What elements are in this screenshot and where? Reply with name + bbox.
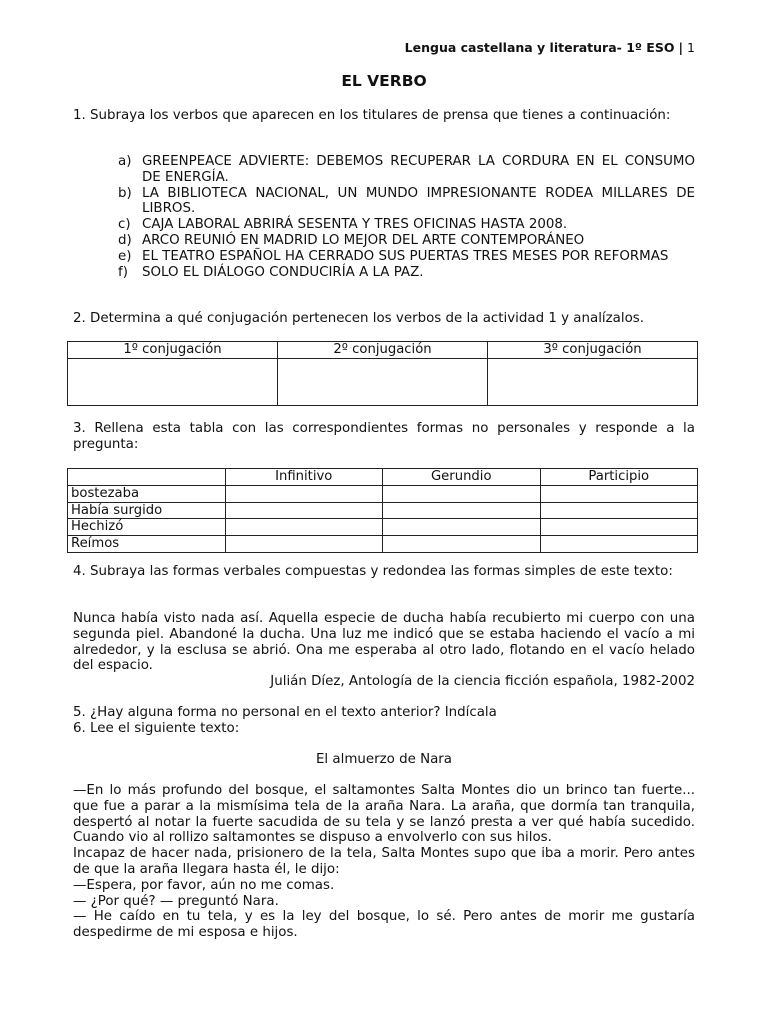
list-marker: d) <box>118 232 132 248</box>
verb-cell: Había surgido <box>68 502 226 519</box>
answer-cell[interactable] <box>278 358 488 405</box>
answer-cell[interactable] <box>225 502 383 519</box>
answer-cell[interactable] <box>225 536 383 553</box>
answer-cell[interactable] <box>540 485 698 502</box>
list-item <box>73 186 695 218</box>
header-page-number: 1 <box>687 40 695 55</box>
q1-headline-list <box>73 154 695 280</box>
story-paragraph: — ¿Por qué? — preguntó Nara. <box>73 893 279 909</box>
header-separator: | <box>678 40 684 55</box>
headline-text: CAJA LABORAL ABRIRÁ SESENTA Y TRES OFICINAS HASTA 2008. <box>142 217 568 233</box>
nonpersonal-forms-table <box>67 468 698 553</box>
table-header: Gerundio <box>383 469 541 486</box>
answer-cell[interactable] <box>383 519 541 536</box>
headline-text: SOLO EL DIÁLOGO CONDUCIRÍA A LA PAZ. <box>142 264 424 280</box>
q5-prompt: 5. ¿Hay alguna forma no personal en el texto anterior? Indícala <box>73 705 497 720</box>
story-title: El almuerzo de Nara <box>315 752 453 767</box>
answer-cell[interactable] <box>68 358 278 405</box>
list-item <box>73 154 695 186</box>
conjugation-table <box>67 341 698 406</box>
answer-cell[interactable] <box>383 536 541 553</box>
table-row <box>68 485 698 502</box>
story-paragraph: Incapaz de hacer nada, prisionero de la tela, Salta Montes supo que iba a morir. Pero antes de que la araña llegara hasta él, le dijo: <box>73 846 695 877</box>
list-item <box>73 249 695 265</box>
list-marker: f) <box>118 264 128 280</box>
list-item <box>73 217 695 233</box>
answer-cell[interactable] <box>488 358 698 405</box>
answer-cell[interactable] <box>540 536 698 553</box>
page-header <box>405 40 695 56</box>
list-marker: a) <box>118 154 132 169</box>
answer-cell[interactable] <box>225 519 383 536</box>
q2-prompt: 2. Determina a qué conjugación pertenecen los verbos de la actividad 1 y analízalos. <box>73 311 645 326</box>
q3-prompt: 3. Rellena esta tabla con las correspondientes formas no personales y responde a la pregunta: <box>73 421 695 452</box>
headline-text: GREENPEACE ADVIERTE: DEBEMOS RECUPERAR LA CORDURA EN EL CONSUMO DE ENERGÍA. <box>142 154 695 185</box>
table-header: Infinitivo <box>225 469 383 486</box>
table-header: 2º conjugación <box>278 342 488 359</box>
story-paragraph: —En lo más profundo del bosque, el saltamontes Salta Montes dio un brinco tan fuerte... que fue a parar a la mismísima tela de la araña Nara. La araña, que dormía tan tranquila, despertó al notar la fuerte sacudida de su tela y se lanzó presta a ver qué había sucedido. Cuando vio al rollizo saltamontes se dispuso a envolverlo con sus hilos. <box>73 783 695 846</box>
story-paragraph: —Espera, por favor, aún no me comas. <box>73 877 335 893</box>
headline-text: LA BIBLIOTECA NACIONAL, UN MUNDO IMPRESIONANTE RODEA MILLARES DE LIBROS. <box>142 185 695 217</box>
table-header: 1º conjugación <box>68 342 278 359</box>
q1-prompt: 1. Subraya los verbos que aparecen en los titulares de prensa que tienes a continuación: <box>73 108 671 123</box>
answer-cell[interactable] <box>540 519 698 536</box>
answer-cell[interactable] <box>383 502 541 519</box>
list-marker: c) <box>118 217 131 233</box>
list-item <box>73 265 695 281</box>
headline-text: ARCO REUNIÓ EN MADRID LO MEJOR DEL ARTE CONTEMPORÁNEO <box>142 232 585 248</box>
list-item <box>73 233 695 249</box>
answer-cell[interactable] <box>225 485 383 502</box>
verb-cell: Hechizó <box>68 519 226 536</box>
table-header: 3º conjugación <box>488 342 698 359</box>
headline-text: EL TEATRO ESPAÑOL HA CERRADO SUS PUERTAS TRES MESES POR REFORMAS <box>142 248 669 264</box>
table-row <box>68 536 698 553</box>
table-row <box>68 519 698 536</box>
q4-citation: Julián Díez, Antología de la ciencia ficción española, 1982-2002 <box>270 674 695 689</box>
header-subject: Lengua castellana y literatura- 1º ESO <box>404 40 675 55</box>
answer-cell[interactable] <box>540 502 698 519</box>
table-row <box>68 502 698 519</box>
verb-cell: Reímos <box>68 536 226 553</box>
q4-prompt: 4. Subraya las formas verbales compuestas y redondea las formas simples de este texto: <box>73 564 673 579</box>
page-title: EL VERBO <box>341 72 427 90</box>
verb-cell: bostezaba <box>68 485 226 502</box>
story-body <box>73 783 695 941</box>
answer-cell[interactable] <box>383 485 541 502</box>
story-paragraph: — He caído en tu tela, y es la ley del bosque, lo sé. Pero antes de morir me gustaría despedirme de mi esposa e hijos. <box>73 909 695 941</box>
q6-prompt: 6. Lee el siguiente texto: <box>73 721 240 736</box>
table-header <box>68 469 226 486</box>
list-marker: b) <box>118 185 132 201</box>
list-marker: e) <box>118 248 132 264</box>
table-header: Participio <box>540 469 698 486</box>
q4-passage: Nunca había visto nada así. Aquella especie de ducha había recubierto mi cuerpo con una segunda piel. Abandoné la ducha. Una luz me indicó que se estaba haciendo el vacío a mi alrededor, y la esclusa se abrió. Ona me esperaba al otro lado, flotando en el vacío helado del espacio. <box>73 611 695 674</box>
